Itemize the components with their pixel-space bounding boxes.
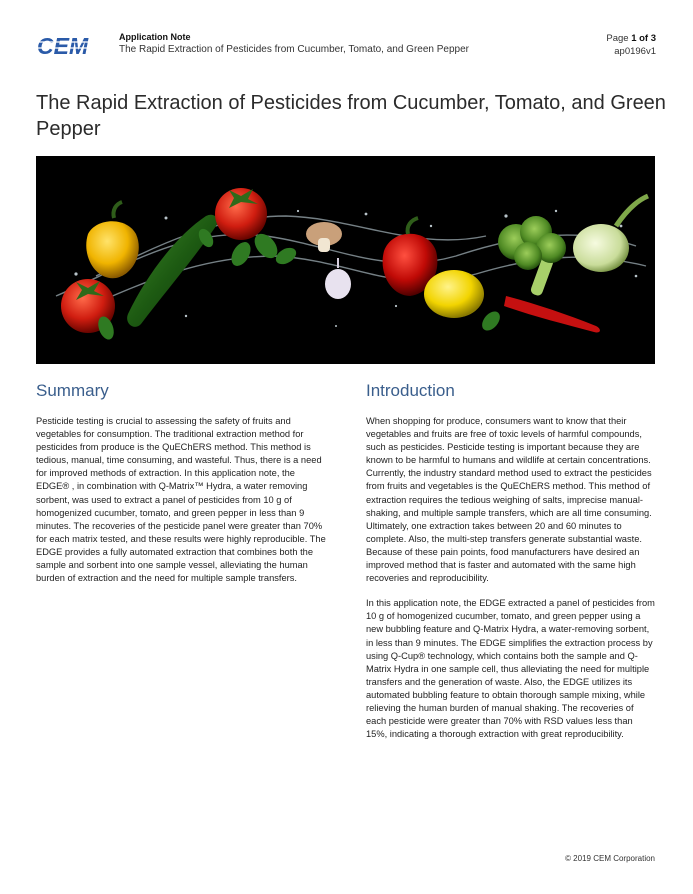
introduction-paragraph-2: In this application note, the EDGE extracted a panel of pesticides from 10 g of homogenized cucumber, tomato, and green pepper using a new bubbling feature and Q-Matrix Hydra, a water-removing sorbent, in less than 9 minutes. The EDGE simplifies the extraction process by using Q-Cup® technology, which contains both the sample and Q-Matrix Hydra in one sample cell, thus alleviating the need for multiple transfers and the generation of waste. Also, the EDGE utilizes its automated bubbling feature to obtain thorough sample mixing, while relieving the human burden of manual shaking. The recoveries of each pesticide were greater than 70% with RSD values less than 15%, indicating a thorough extraction with great reproducibility. (366, 598, 655, 740)
introduction-section (366, 380, 656, 753)
vegetables-splash-image (36, 156, 655, 364)
note-type: Application Note (119, 32, 191, 42)
doc-id: ap0196v1 (614, 46, 656, 57)
summary-heading: Summary (36, 381, 109, 400)
page-prefix: Page (606, 33, 632, 44)
introduction-heading: Introduction (366, 381, 455, 400)
introduction-paragraph-1: When shopping for produce, consumers want to know that their vegetables and fruits are free of toxic levels of harmful compounds, such as pesticides. Pesticide testing is important because they are known to be harmful to humans and wildlife at certain concentrations. Currently, the industry standard method used to extract the pesticides from fruits and vegetables is the QuEChERS method. This method of extraction requires the tedious weighing of salts, imprecise manual-shaking, and multiple sample transfers, which are all time consuming. Ultimately, one extraction takes between 20 and 60 minutes to complete. Also, the multi-step transfers generate substantial waste. Because of these pain points, food manufacturers have desired an improved method that is faster and automated with the same high recoveries and reproducibility. (366, 416, 652, 584)
header-subtitle: The Rapid Extraction of Pesticides from Cucumber, Tomato, and Green Pepper (119, 44, 469, 55)
page-header (36, 30, 656, 66)
page-number: 1 of 3 (631, 33, 656, 44)
cem-logo (36, 33, 96, 59)
hero-image (36, 156, 655, 364)
logo-text: CEM (37, 33, 89, 59)
page-title: The Rapid Extraction of Pesticides from Cucumber, Tomato, and Green Pepper (36, 92, 666, 140)
page-info (606, 32, 656, 58)
copyright: © 2019 CEM Corporation (565, 854, 655, 863)
summary-paragraph: Pesticide testing is crucial to assessing the safety of fruits and vegetables for consumption. The traditional extraction method for pesticides from produce is the QuEChERS method. This method is tedious, manual, time consuming, and wasteful. Thus, there is a need for improved methods of extraction. In this application note, the EDGE® , in combination with Q-Matrix™ Hydra, a water removing sorbent, was used to extract a panel of pesticides from 10 g of homogenized cucumber, tomato, and green pepper in less than 9 minutes. The recoveries of the pesticide panel were greater than 70% for each matrix tested, and these results were highly reproducible. The EDGE provides a fully automated extraction that combines both the sample and sorbent into one sample vessel, alleviating the human burden of extraction and the need for multiple sample transfers. (36, 416, 326, 584)
summary-section (36, 380, 326, 597)
